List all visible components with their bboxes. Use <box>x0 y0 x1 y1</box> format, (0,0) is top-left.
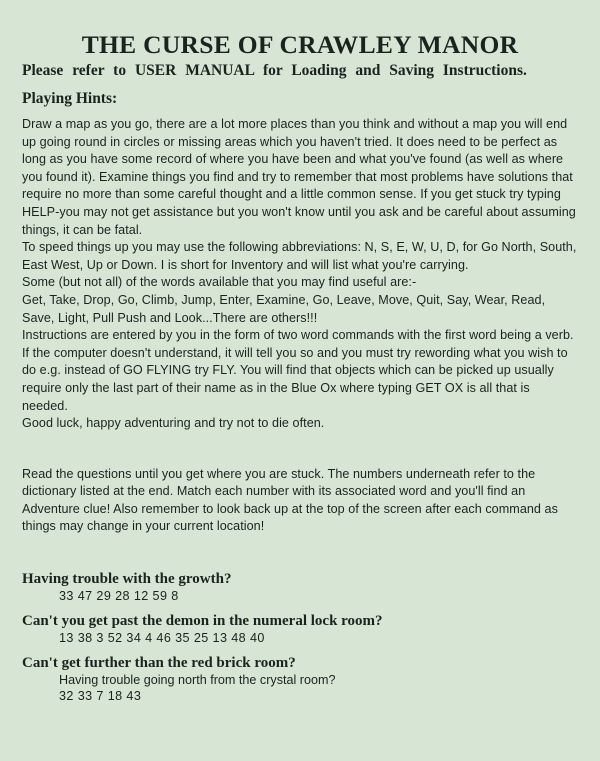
question-item <box>22 570 578 604</box>
clue-numbers: 32 33 7 18 43 <box>59 689 142 704</box>
question-item <box>22 654 578 704</box>
question-heading: Can't get further than the red brick room? <box>22 655 296 672</box>
hint-paragraph: Instructions are entered by you in the form of two word commands with the first word being a verb. If the computer doesn't understand, it will tell you so and you must try rewording what you wish to do e.g. instead of GO FLYING try FLY. You will find that objects which can be picked up usually require only the last part of their name as in the Blue Ox where typing GET OX is all that is needed. <box>22 328 574 413</box>
hint-paragraph: To speed things up you may use the following abbreviations: N, S, E, W, U, D, for Go North, South, East West, Up or Down. I is short for Inventory and will list what you're carrying. <box>22 240 577 272</box>
hints-heading: Playing Hints: <box>22 90 118 107</box>
hint-paragraph: Get, Take, Drop, Go, Climb, Jump, Enter, Examine, Go, Leave, Move, Quit, Say, Wear, Read, Save, Light, Pull Push and Look...There are others!!! <box>22 292 546 325</box>
page-title: THE CURSE OF CRAWLEY MANOR <box>81 30 519 59</box>
clue-numbers: 33 47 29 28 12 59 8 <box>59 589 179 604</box>
question-heading: Can't you get past the demon in the numeral lock room? <box>22 613 383 630</box>
hint-paragraph: Draw a map as you go, there are a lot more places than you think and without a map you will end up going round in circles or missing areas which you haven't tried. It does need to be perfect as long as you have some record of where you have been and what you've found (as well as where you found it). Examine things you find and try to remember that most problems have solutions that require no more than some careful thought and a little common sense. If you get stuck try typing HELP-you may not get assistance but you won't know until you ask and be careful about assuming things, it can be fatal. <box>22 117 576 237</box>
hints-body <box>22 116 578 433</box>
questions-intro: Read the questions until you get where you are stuck. The numbers underneath refer to the dictionary listed at the end. Match each number with its associated word and you'll find an Adventure clue! Also remember to look back up at the top of the screen after each command as things may change in your current location! <box>22 466 558 534</box>
hint-paragraph: Good luck, happy adventuring and try not to die often. <box>22 416 325 431</box>
questions-intro-block <box>22 466 578 536</box>
clue-numbers: 13 38 3 52 34 4 46 35 25 13 48 40 <box>59 631 265 646</box>
question-item <box>22 612 578 646</box>
question-list <box>22 570 578 704</box>
question-heading: Having trouble with the growth? <box>22 571 232 588</box>
hint-paragraph: Some (but not all) of the words available that you may find useful are:- <box>22 275 417 290</box>
question-subheading: Having trouble going north from the crystal room? <box>59 673 336 688</box>
intro-text: Please refer to USER MANUAL for Loading and Saving Instructions. <box>22 62 527 79</box>
